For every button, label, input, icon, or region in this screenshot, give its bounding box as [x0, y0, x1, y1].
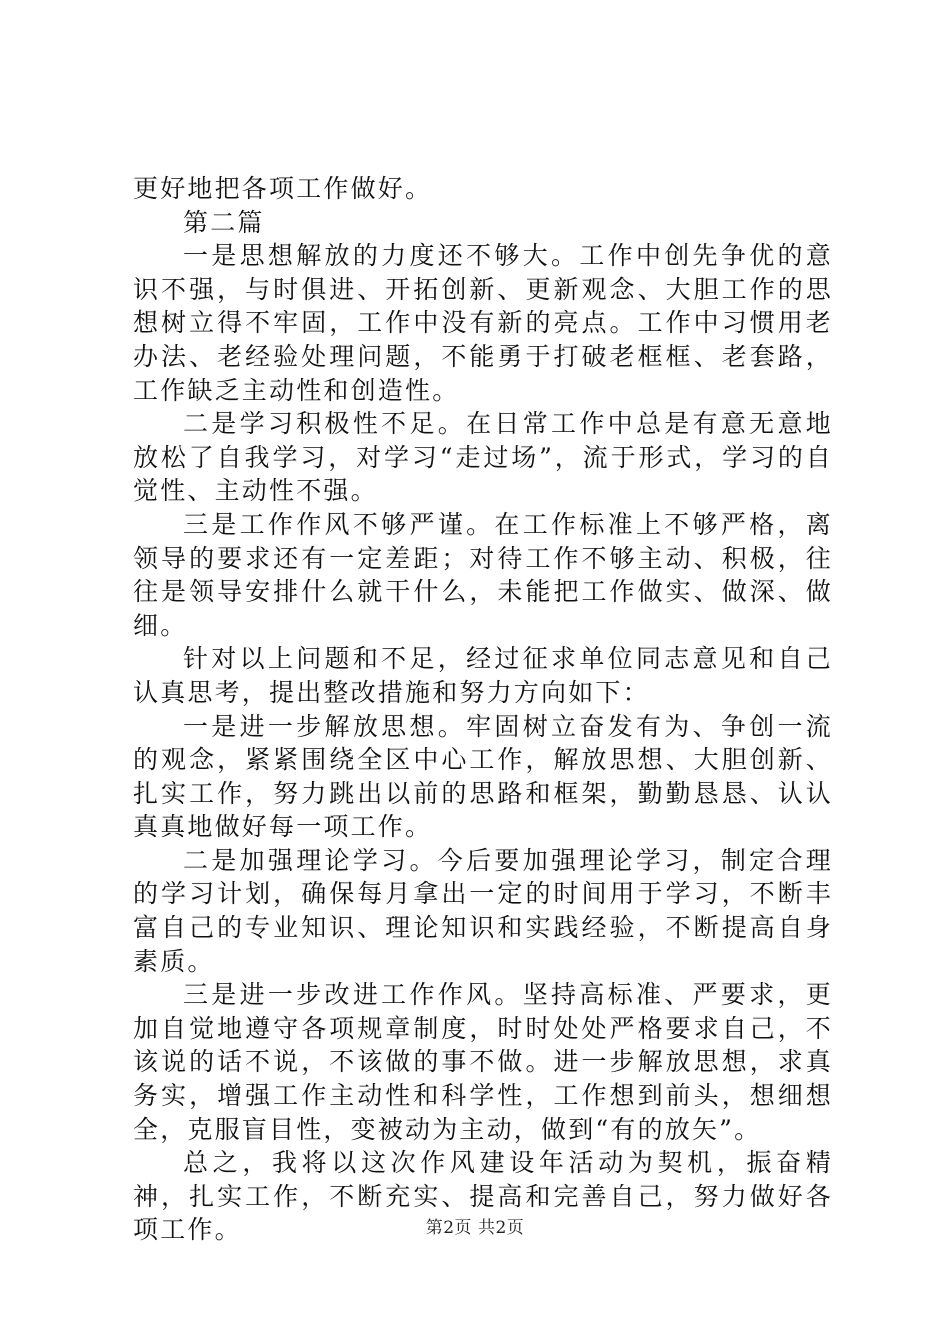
document-body — [133, 172, 833, 1247]
paragraph: 针对以上问题和不足，经过征求单位同志意见和自己认真思考，提出整改措施和努力方向如下： — [133, 644, 833, 707]
paragraph: 三是进一步改进工作作风。坚持高标准、严要求，更加自觉地遵守各项规章制度，时时处处严格要求自己，不该说的话不说，不该做的事不做。进一步解放思想，求真务实，增强工作主动性和科学性，工作想到前头，想细想全，克服盲目性，变被动为主动，做到“有的放矢”。 — [133, 980, 833, 1144]
section-heading: 第二篇 — [183, 207, 265, 237]
paragraph: 二是加强理论学习。今后要加强理论学习，制定合理的学习计划，确保每月拿出一定的时间用于学习，不断丰富自己的专业知识、理论知识和实践经验，不断提高自身素质。 — [133, 845, 833, 976]
paragraph: 更好地把各项工作做好。 — [133, 174, 433, 203]
paragraph: 三是工作作风不够严谨。在工作标准上不够严格，离领导的要求还有一定差距；对待工作不够主动、积极，往往是领导安排什么就干什么，未能把工作做实、做深、做细。 — [133, 509, 833, 640]
paragraph: 总之，我将以这次作风建设年活动为契机，振奋精神，扎实工作，不断充实、提高和完善自己，努力做好各项工作。 — [133, 1148, 833, 1245]
paragraph: 一是进一步解放思想。牢固树立奋发有为、争创一流的观念，紧紧围绕全区中心工作，解放思想、大胆创新、扎实工作，努力跳出以前的思路和框架，勤勤恳恳、认认真真地做好每一项工作。 — [133, 711, 833, 842]
paragraph: 一是思想解放的力度还不够大。工作中创先争优的意识不强，与时俱进、开拓创新、更新观念、大胆工作的思想树立得不牢固，工作中没有新的亮点。工作中习惯用老办法、老经验处理问题，不能勇于打破老框框、老套路，工作缺乏主动性和创造性。 — [133, 241, 833, 405]
page-number-footer: 第2页 共2页 — [425, 1218, 525, 1238]
paragraph: 二是学习积极性不足。在日常工作中总是有意无意地放松了自我学习，对学习“走过场”，流于形式，学习的自觉性、主动性不强。 — [133, 409, 833, 506]
